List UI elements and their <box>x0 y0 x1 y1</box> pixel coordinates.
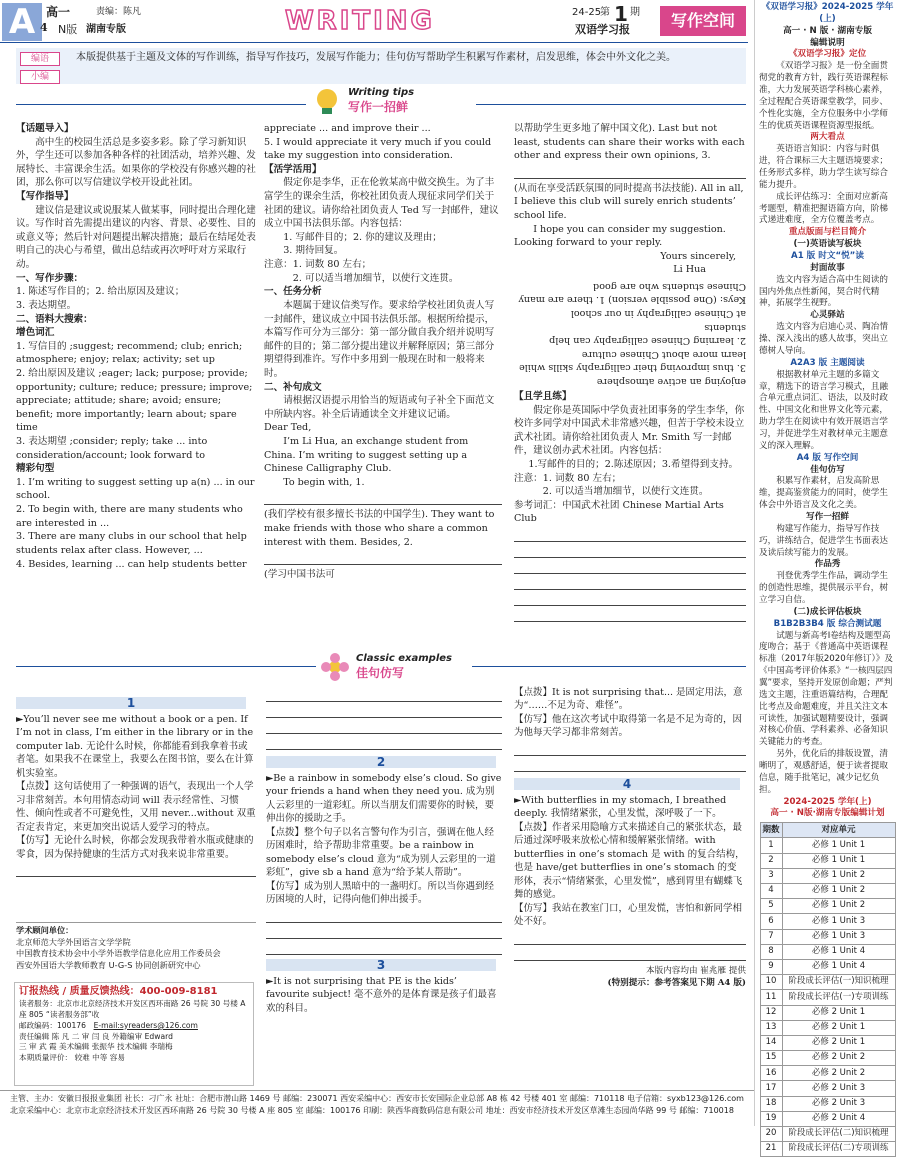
issue-number: 1 <box>614 2 628 26</box>
page-num: 4 <box>40 21 48 34</box>
flower-icon <box>320 652 350 682</box>
sidebar-a4: A4 版 写作空间 <box>796 452 859 463</box>
plan-unit-cell: 必修 1 Unit 2 <box>782 899 895 914</box>
example-imitate: 【仿写】成为别人黑暗中的一盏明灯。所以当你遇到经历困境的人时，记得向他们伸出援手。 <box>266 880 495 906</box>
sidebar-group-1: (一)英语读写板块 <box>793 239 862 250</box>
imitation-line[interactable] <box>514 948 746 961</box>
page-letter: A <box>2 3 42 41</box>
sidebar-a4b: 写作一招鲜 <box>806 511 849 522</box>
vocab-3: 3. 表达期望 ;consider; reply; take ... into consideration/account; look forward to <box>16 436 208 461</box>
sidebar-highlight-1: 英语语言知识：内容与时俱进，符合课标三大主题语境要求；任务形式多样，助力学生读写综合能力提升。 <box>759 144 888 190</box>
letter-body-5: 以帮助学生更多地了解中国文化). Last but not least, students can share their works with each other and express their own opinions, 3. <box>514 123 745 162</box>
plan-unit-cell: 必修 1 Unit 4 <box>782 959 895 974</box>
topic-text: 高中生的校园生活总是多姿多彩。除了学习新知识外，学生还可以参加各种各样的社团活动，培养兴趣、发展特长、丰富课余生活。如果你的学校没有你感兴趣的社团，那么你可以写信建议学校开设此社团。 <box>16 136 256 189</box>
sidebar-sections: 重点版面与栏目简介 <box>788 227 867 238</box>
classic-title-en: Classic examples <box>356 653 452 664</box>
example-imitate: 【仿写】无论什么时候，你都会发现我带着水瓶或健康的零食，因为保持健康的生活方式对我来说非常重要。 <box>16 835 254 860</box>
example-number: 2 <box>266 756 496 768</box>
plan-table-row <box>760 1020 895 1035</box>
content-credit: 本版内容均由 崔兆雁 提供 <box>646 965 746 976</box>
sidebar-plan-title: 高一 · N版·湖南专版编辑计划 <box>770 808 885 819</box>
plan-unit-cell: 必修 2 Unit 4 <box>782 1111 895 1126</box>
plan-header-issue: 期数 <box>760 823 782 838</box>
sidebar-a4b-desc: 构建写作能力，指导写作技巧，讲练结合，促进学生书面表达及读后续写能力的发展。 <box>759 523 888 558</box>
sidebar-plan-year: 2024-2025 学年(上) <box>783 796 872 807</box>
grade: 高一 <box>46 5 71 19</box>
edition: N版 <box>58 23 78 36</box>
advisor-3: 西安外国语大学教师教育 U-G-S 协同创新研究中心 <box>16 959 201 970</box>
imitation-line[interactable] <box>266 689 502 702</box>
classic-title-cn: 佳句仿写 <box>356 666 405 680</box>
edition-sub: 湖南专版 <box>86 24 126 35</box>
plan-issue-cell: 11 <box>760 990 782 1005</box>
example-imitate: 【仿写】他在这次考试中取得第一名是不足为奇的，因为他每天学习都非常刻苦。 <box>514 713 743 739</box>
plan-table-row <box>760 1142 895 1157</box>
example-2 <box>266 686 502 1015</box>
intro-pill-1: 编语 <box>20 52 60 66</box>
steps-heading: 一、写作步骤： <box>16 272 84 284</box>
imitation-line[interactable] <box>266 942 502 955</box>
plan-table-row <box>760 929 895 944</box>
plan-unit-cell: 必修 1 Unit 1 <box>782 838 895 853</box>
imitation-line[interactable] <box>514 932 746 945</box>
header-divider <box>0 42 748 43</box>
intro-text: 本版提供基于主题及文体的写作训练，指导写作技巧，发展写作能力；佳句仿写帮助学生积累写作素材，启发思维，体会中外文化之美。 <box>76 52 676 63</box>
plan-unit-cell: 必修 1 Unit 2 <box>782 884 895 899</box>
plan-table-row <box>760 1096 895 1111</box>
exercise-vocab: 参考词汇：中国武术社团 Chinese Martial Arts Club <box>514 499 724 525</box>
plan-issue-cell: 18 <box>760 1096 782 1111</box>
reader-service: 读者服务：北京市北京经济技术开发区西环南路 26 号院 30 号楼 A 座 805 “读者服务部”收 <box>19 999 246 1019</box>
plan-table-row <box>760 868 895 883</box>
plan-issue-cell: 4 <box>760 884 782 899</box>
practice-req-2: 3. 期待回复。 <box>283 245 344 257</box>
advisors-heading: 学术顾问单位： <box>16 925 74 935</box>
plan-unit-cell: 必修 2 Unit 1 <box>782 1005 895 1020</box>
sidebar-a4a: 佳句仿写 <box>810 464 845 475</box>
answer-note: (特别提示：参考答案见下期 A4 版) <box>607 977 746 988</box>
example-3-4 <box>514 686 746 989</box>
example-sentence: ►It is not surprising that PE is the kids’ favourite subject! 毫不意外的是体育课是孩子们最喜欢的科目。 <box>266 975 497 1014</box>
staff-1: 责任编辑 陈 凡 二 审 闫 良 外籍编审 Edward <box>19 1031 173 1041</box>
intro-box <box>16 48 746 84</box>
divider-left-2 <box>16 666 316 667</box>
plan-unit-cell: 必修 2 Unit 1 <box>782 1020 895 1035</box>
sidebar-a4a-desc: 积累写作素材，启发高阶思维，提高鉴赏能力的同时，使学生体会中外语言及文化之美。 <box>759 476 888 511</box>
divider-right-2 <box>472 666 746 667</box>
plan-header-unit: 对应单元 <box>782 823 895 838</box>
plan-issue-cell: 17 <box>760 1081 782 1096</box>
topic-heading: 【话题导入】 <box>16 123 74 134</box>
plan-issue-cell: 13 <box>760 1020 782 1035</box>
example-number: 1 <box>16 697 246 709</box>
plan-issue-cell: 3 <box>760 868 782 883</box>
plan-unit-cell: 必修 2 Unit 1 <box>782 1035 895 1050</box>
imitation-line[interactable] <box>514 743 746 756</box>
sidebar-a2-desc: 根据教材单元主题的多篇文章，精选下的语言学习模式，且融合单元重点词汇、语法，以及时政性、中国文化和世界文化等元素，助力学生在阅读中有效开展语言学习，并促进学生对教材单元主题意义的深入理解。 <box>759 369 888 451</box>
quality-rating: 本期质量评价： 较难 中等 容易 <box>19 1053 125 1063</box>
key-line-1: enjoying an active atmosphere <box>596 375 746 387</box>
sidebar-a1a-desc: 选文内容为适合高中生阅读的国内外焦点性新闻，契合时代精神，拓展学生视野。 <box>759 274 888 309</box>
plan-unit-cell: 必修 1 Unit 3 <box>782 929 895 944</box>
plan-unit-cell: 必修 1 Unit 4 <box>782 944 895 959</box>
sidebar-a2: A2A3 版 主题阅读 <box>790 357 865 368</box>
exercise-heading: 【且学且练】 <box>514 390 572 402</box>
issue-label: 第 <box>600 7 610 18</box>
writing-line[interactable] <box>514 561 746 574</box>
imitation-line[interactable] <box>514 759 746 772</box>
plan-table-row <box>760 1066 895 1081</box>
exercise-note-1: 注意：1. 词数 80 左右； <box>514 472 622 484</box>
plan-issue-cell: 8 <box>760 944 782 959</box>
divider-left <box>16 104 306 105</box>
plan-unit-cell: 必修 2 Unit 2 <box>782 1066 895 1081</box>
column-1 <box>16 122 256 571</box>
guide-text: 建议信是建议或说服某人做某事，同时提出合理化建议。写作时首先需提出建议的内容、背景、必要性、目的或意义等；然后针对问题提出解决措施；最后在结尾处表明自己的决心与希望，做出总结或再次呼吁对方采取行动。 <box>16 204 256 271</box>
tips-title-en: Writing tips <box>348 87 415 98</box>
key-line-4: 2. learning Chinese calligraphy can help students <box>549 321 746 347</box>
plan-issue-cell: 14 <box>760 1035 782 1050</box>
letter-body-3: (我们学校有很多擅长书法的中国学生). They want to make friends with those who share a common interest with them. Besides, 2. <box>264 509 495 548</box>
example-hint: 【点拨】这句话使用了一种强调的语气，表现出一个人学习非常刻苦。本句用情态动词 will 表示经常性、习惯性、倾向性或者不可避免性，又用 never...without 双重否定表肯定，来更加突出说话人爱学习的特点。 <box>16 781 256 833</box>
plan-table-row <box>760 899 895 914</box>
practice-note-1: 注意：1. 词数 80 左右； <box>264 259 372 271</box>
plan-unit-cell: 阶段成长评估(一)知识梳理 <box>782 975 895 990</box>
exercise-note-2: 2. 可以适当增加细节，以使行文连贯。 <box>542 486 709 498</box>
plan-table-row <box>760 884 895 899</box>
analysis-heading: 一、任务分析 <box>264 286 322 298</box>
sentence-2: 2. To begin with, there are many students who are interested in ... <box>16 504 243 529</box>
plan-table-row <box>760 1127 895 1142</box>
plan-table-row <box>760 944 895 959</box>
practice-prompt: 假定你是李华，正在伦敦某高中做交换生。为了丰富学生的课余生活，你校社团负责人现征求同学们关于社团的建议。请你给社团负责人 Ted 写一封邮件，建议成立中国书法俱乐部。内容包括： <box>264 177 499 230</box>
vocab-heading: 增色词汇 <box>16 327 55 339</box>
blank-line-2[interactable] <box>264 552 502 565</box>
key-line-5: at Chinese calligraphy in our school <box>570 307 746 319</box>
plan-issue-cell: 10 <box>760 975 782 990</box>
imitation-line[interactable] <box>266 705 502 718</box>
divider-right <box>476 104 746 105</box>
plan-issue-cell: 20 <box>760 1127 782 1142</box>
letter-body-1: I’m Li Hua, an exchange student from China. I’m writing to suggest setting up a Chinese Calligraphy Club. <box>264 436 469 475</box>
staff-2: 三 审 武 霞 美术编辑 张振华 技术编辑 李瑞梅 <box>19 1042 173 1052</box>
example-hint: 【点拨】整个句子以名言警句作为引言，强调在他人经历困难时，给予帮助非常重要。be a rainbow in somebody else’s cloud 意为“成为别人云彩里的一道彩虹”，give sb a hand 意为“给予某人帮助”。 <box>266 826 496 879</box>
imitation-line[interactable] <box>16 864 256 877</box>
footer-line-1: 主管、主办：安徽日报报业集团 社长：刁广永 社址：合肥市潜山路 1469 号 邮编：230071 西安采编中心：西安市长安国际企业总部 A8 栋 42 号楼 401 室 邮编：710118 电子信箱：syxb123@126.com <box>10 1094 744 1103</box>
writing-line[interactable] <box>514 545 746 558</box>
plan-unit-cell: 必修 2 Unit 2 <box>782 1051 895 1066</box>
hotline: 订报热线 / 质量反馈热线：400-009-8181 <box>19 986 218 997</box>
zip-code: 邮政编码：100176 <box>19 1020 86 1030</box>
sidebar-a4c: 作品秀 <box>814 559 841 570</box>
writing-line[interactable] <box>514 609 746 622</box>
plan-table-row <box>760 914 895 929</box>
letter-body-2: To begin with, 1. <box>283 476 365 488</box>
answer-keys-inverted <box>514 279 746 388</box>
sidebar-b1: B1B2B3B4 版 综合测试题 <box>773 618 882 629</box>
plan-table-row <box>760 975 895 990</box>
writing-line[interactable] <box>514 529 746 542</box>
tips-banner <box>310 86 470 116</box>
imitation-line[interactable] <box>266 721 502 734</box>
plan-issue-cell: 5 <box>760 899 782 914</box>
key-line-2: 3. thus improving their calligraphy skills while <box>519 362 746 374</box>
plan-issue-cell: 15 <box>760 1051 782 1066</box>
plan-table <box>760 822 896 1157</box>
practice-req-1: 1. 写邮件目的；2. 你的建议及理由； <box>283 231 442 243</box>
example-number: 3 <box>266 959 496 971</box>
plan-table-row <box>760 1081 895 1096</box>
plan-table-row <box>760 1051 895 1066</box>
plan-unit-cell: 必修 2 Unit 3 <box>782 1096 895 1111</box>
plan-issue-cell: 1 <box>760 838 782 853</box>
example-sentence: ►With butterflies in my stomach, I breathed deeply. 我情绪紧张，心里发慌，深呼吸了一下。 <box>514 794 727 820</box>
advisor-2: 中国教育技术协会中小学外语教学信息化应用工作委员会 <box>16 948 221 959</box>
hotline-box <box>14 982 254 1086</box>
advisors <box>16 922 256 972</box>
page-title: WRITING <box>285 6 435 36</box>
sentence-heading: 精彩句型 <box>16 463 55 475</box>
plan-issue-cell: 7 <box>760 929 782 944</box>
sentence-4-cont: appreciate ... and improve their ... <box>264 123 431 134</box>
column-3 <box>514 122 746 625</box>
sidebar-a1a: 封面故事 <box>810 262 845 273</box>
sentence-3: 3. There are many clubs in our school that help students relax after class. However, ... <box>16 531 247 556</box>
letter-sign-off: Yours sincerely, <box>660 250 736 262</box>
sidebar-title-3: 编辑说明 <box>810 37 845 48</box>
issue-unit: 期 <box>630 7 640 18</box>
letter-greeting: Dear Ted, <box>264 422 312 434</box>
plan-unit-cell: 必修 2 Unit 3 <box>782 1081 895 1096</box>
key-line-3: learn more about Chinese culture <box>581 348 746 360</box>
sidebar-title-4: 《双语学习报》定位 <box>788 49 867 60</box>
plan-unit-cell: 阶段成长评估(二)专项训练 <box>782 1142 895 1157</box>
example-number: 4 <box>514 778 740 790</box>
tips-title-cn: 写作一招鲜 <box>348 100 409 114</box>
example-sentence: ►Be a rainbow in somebody else’s cloud. So give your friends a hand when they need you. 成为别人云彩里的一道彩虹。所以当朋友们需要你的时候，要伸出你的援助之手。 <box>266 773 502 825</box>
corpus-heading: 二、语料大搜索： <box>16 313 93 325</box>
vocab-2: 2. 给出原因及建议 ;eager; lack; purpose; provide; opportunity; culture; reduce; pressure; improve; appreciate; attitude; share; avoid; ensure; benefit; more importantly; learn about; spare time <box>16 367 253 434</box>
sidebar-title-1: 《双语学习报》2024-2025 学年(上) <box>761 2 894 24</box>
imitation-line[interactable] <box>266 926 502 939</box>
plan-table-row <box>760 1035 895 1050</box>
sidebar-group-2: (二)成长评估板块 <box>793 606 862 617</box>
complete-text: 请根据汉语提示用恰当的短语或句子补全下面范文中所缺内容。补全后请通读全文并建议记诵。 <box>264 395 495 420</box>
practice-heading: 【活学活用】 <box>264 163 322 175</box>
plan-table-row <box>760 959 895 974</box>
sidebar-intro: 《双语学习报》是一份全面贯彻党的教育方针，践行英语课程标准，大力发展英语学科核心素养，全过程配合英语课堂教学，同步、个性化实施，全方位服务中小学师生的优质英语课程资源型报纸。 <box>759 61 888 131</box>
analysis-text: 本题属于建议信类写作。要求给学校社团负责人写一封邮件，建议成立中国书法俱乐部。根据所给提示，本篇写作可分为三部分：第一部分做自我介绍并说明写邮件的目的；第二部分提出建议并解释原因；第三部分期望得到准许。写作中多用到一般现在时和一般将来时。 <box>264 299 495 379</box>
steps-line-2: 3. 表达期望。 <box>16 299 77 311</box>
intro-pill-2: 小编 <box>20 70 60 84</box>
plan-issue-cell: 16 <box>760 1066 782 1081</box>
plan-table-header <box>760 823 895 838</box>
plan-issue-cell: 9 <box>760 959 782 974</box>
editor: 责编：陈凡 <box>96 7 142 17</box>
steps-line-1: 1. 陈述写作目的；2. 给出原因及建议； <box>16 286 185 298</box>
right-sidebar <box>754 0 900 1154</box>
key-line-6: Keys: (One possible version) 1. there are many Chinese students who are good <box>518 280 746 306</box>
imitation-line[interactable] <box>266 910 502 923</box>
plan-unit-cell: 必修 1 Unit 3 <box>782 914 895 929</box>
plan-issue-cell: 6 <box>760 914 782 929</box>
writing-line[interactable] <box>514 577 746 590</box>
letter-body-4: (学习中国书法可 <box>264 569 335 581</box>
letter-body-7: I hope you can consider my suggestion. Looking forward to your reply. <box>514 223 726 249</box>
guide-heading: 【写作指导】 <box>16 191 74 203</box>
plan-issue-cell: 19 <box>760 1111 782 1126</box>
example-hint: 【点拨】作者采用隐喻方式来描述自己的紧张状态，最后通过深呼吸来放松心情和缓解紧张情绪。with butterflies in one’s stomach 是 with 的复合结构，也是 have/get butterflies in one’s stomach 的变形体，表示“情绪紧张，心里发慌”，感到胃里有蝴蝶飞舞的感觉。 <box>514 821 745 901</box>
classic-banner <box>320 652 470 682</box>
writing-line[interactable] <box>514 593 746 606</box>
complete-heading: 二、补句成文 <box>264 381 322 393</box>
sidebar-layout-note: 另外，优化后的排版设置，清晰明了，观感舒适，便于读者提取信息，随手批笔记，减少记忆负担。 <box>759 749 888 795</box>
example-imitate: 【仿写】我站在教室门口，心里发慌，害怕和新同学相处不好。 <box>514 902 743 928</box>
plan-table-row <box>760 1111 895 1126</box>
sidebar-title-2: 高一 · N 版 · 湖南专版 <box>783 25 872 36</box>
letter-body-6: (从而在享受活跃氛围的同时提高书法技能). All in all, I believe this club will surely enrich students’ school life. <box>514 182 744 222</box>
email-link[interactable]: E-mail:syreaders@126.com <box>93 1020 198 1030</box>
plan-table-row <box>760 1005 895 1020</box>
imitation-line[interactable] <box>266 737 502 750</box>
paper-name: 双语学习报 <box>575 23 630 36</box>
plan-unit-cell: 必修 1 Unit 2 <box>782 868 895 883</box>
column-2 <box>264 122 502 582</box>
plan-issue-cell: 21 <box>760 1142 782 1157</box>
exercise-prompt: 假定你是英国际中学负责社团事务的学生李华，你校许多同学对中国武术非常感兴趣，但苦于学校未设立武术社团。请你给社团负责人 Mr. Smith 写一封邮件，建议创办武术社团。内容包括： <box>514 404 745 457</box>
plan-unit-cell: 阶段成长评估(一)专项训练 <box>782 990 895 1005</box>
plan-table-row <box>760 853 895 868</box>
footer-line-2: 北京采编中心：北京市北京经济技术开发区西环南路 26 号院 30 号楼 A 座 805 室 邮编：100176 印刷：陕西华商数码信息有限公司 地址：西安市经济技术开发区草滩生态园尚华路 99 号 邮编：710018 <box>10 1106 734 1115</box>
example-hint: 【点拨】It is not surprising that... 是固定用法，意为“……不足为奇、难怪”。 <box>514 687 743 712</box>
example-sentence: ►You’ll never see me without a book or a pen. If I’m not in class, I’m either in the library or in the computer lab. 无论什么时候，你都能看到我拿着书或者笔。如果我不在课堂上，我要么在图书馆，要么在计算机实验室。 <box>16 714 254 779</box>
sentence-1: 1. I’m writing to suggest setting up a(n) ... in our school. <box>16 476 255 502</box>
sidebar-a4c-desc: 刊登优秀学生作品，调动学生的创造性思维，提供展示平台，树立学习自信。 <box>759 571 888 605</box>
footer <box>0 1090 754 1126</box>
plan-unit-cell: 必修 1 Unit 1 <box>782 853 895 868</box>
exercise-req: 1.写邮件的目的；2.陈述原因；3.希望得到支持。 <box>528 459 739 471</box>
plan-table-row <box>760 838 895 853</box>
vocab-1: 1. 写信目的 ;suggest; recommend; club; enrich; atmosphere; enjoy; relax; activity; set up <box>16 340 243 366</box>
lightbulb-icon <box>310 86 344 116</box>
section-title: 写作空间 <box>660 6 746 36</box>
sidebar-a1b-desc: 选文内容为启迪心灵、陶冶情操、深入浅出的感人故事，突出立德树人导向。 <box>759 322 888 356</box>
plan-issue-cell: 12 <box>760 1005 782 1020</box>
year: 24-25 <box>572 7 602 18</box>
sidebar-a1: A1 版 时文“悦”读 <box>791 251 864 262</box>
blank-line-3[interactable] <box>514 166 746 179</box>
sentence-5: 5. I would appreciate it very much if you could take my suggestion into consideration. <box>264 136 492 162</box>
letter-signature: Li Hua <box>673 264 706 276</box>
sidebar-b1-desc: 试题与新高考Ⅰ卷结构及题型高度吻合；基于《普通高中英语课程标准（2017年版2020年修订）》及《中国高考评价体系》“一核四层四翼”要求，坚持开发原创命题；严判选文主题，注重语篇结构，合理配比考点及命题难度，并且关注文本可读性，加强试题精要设计，强调对核心价值、学科素养、必备知识关键能力的考查。 <box>759 630 893 748</box>
example-1 <box>16 697 256 880</box>
sidebar-highlights: 两大看点 <box>810 132 845 143</box>
practice-note-2: 2. 可以适当增加细节，以使行文连贯。 <box>292 272 459 284</box>
plan-table-row <box>760 990 895 1005</box>
plan-issue-cell: 2 <box>760 853 782 868</box>
plan-unit-cell: 阶段成长评估(二)知识梳理 <box>782 1127 895 1142</box>
sentence-4: 4. Besides, learning ... can help students better <box>16 558 247 570</box>
advisor-1: 北京师范大学外国语言文学学院 <box>16 936 131 947</box>
sidebar-a1b: 心灵驿站 <box>810 310 845 321</box>
sidebar-highlight-2: 成长评估练习：全面对应新高考题型，精准把握语篇方向，阶梯式递进难度，全方位覆盖考点。 <box>759 191 888 226</box>
blank-line-1[interactable] <box>264 492 502 505</box>
